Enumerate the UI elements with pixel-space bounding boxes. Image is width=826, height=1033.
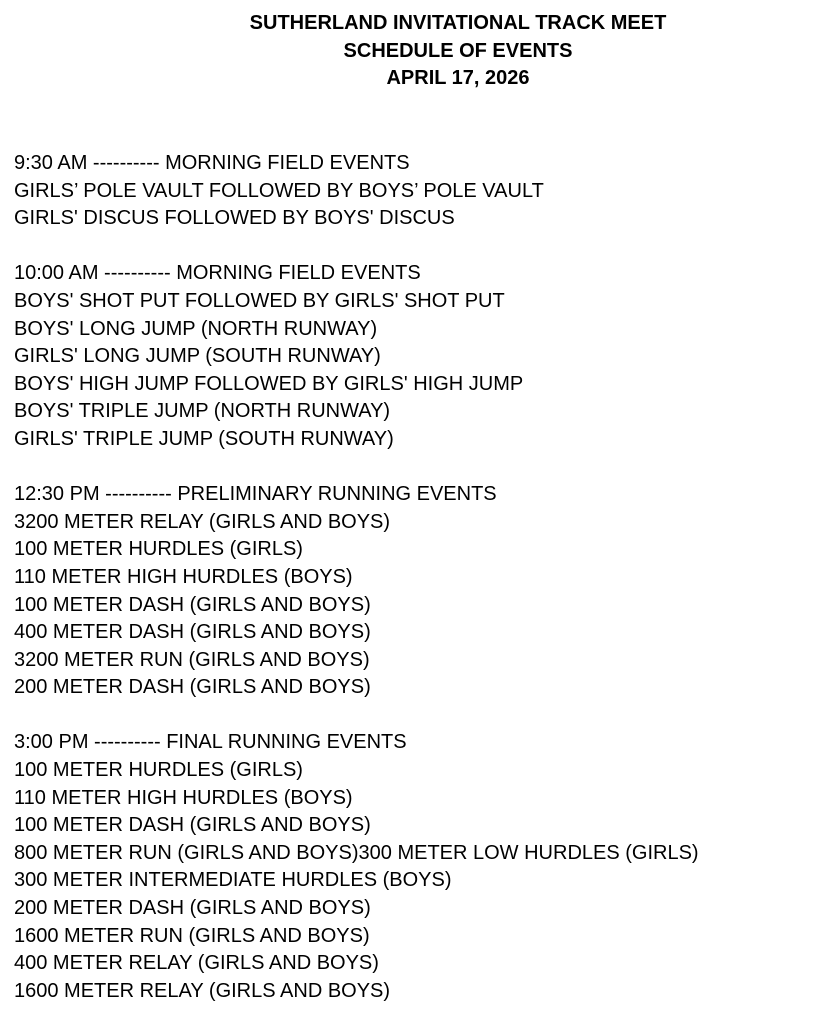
event-item: GIRLS' DISCUS FOLLOWED BY BOYS' DISCUS <box>14 207 455 230</box>
document-header <box>0 10 826 93</box>
event-item: GIRLS’ POLE VAULT FOLLOWED BY BOYS’ POLE VAULT <box>14 179 544 202</box>
event-item: 3200 METER RELAY (GIRLS AND BOYS) <box>14 510 391 533</box>
event-item: BOYS' TRIPLE JUMP (NORTH RUNWAY) <box>14 400 391 423</box>
event-item: 100 METER HURDLES (GIRLS) <box>14 759 303 782</box>
event-item: 3200 METER RUN (GIRLS AND BOYS) <box>14 648 370 671</box>
schedule-section-300pm <box>14 729 814 1005</box>
section-heading: 12:30 PM ---------- PRELIMINARY RUNNING EVENTS <box>14 483 497 506</box>
event-item: 800 METER RUN (GIRLS AND BOYS)300 METER LOW HURDLES (GIRLS) <box>14 841 699 864</box>
event-item: BOYS' SHOT PUT FOLLOWED BY GIRLS' SHOT PUT <box>14 289 505 312</box>
event-item: 110 METER HIGH HURDLES (BOYS) <box>14 565 353 588</box>
schedule-section-1230pm <box>14 481 814 702</box>
event-item: BOYS' HIGH JUMP FOLLOWED BY GIRLS' HIGH JUMP <box>14 372 524 395</box>
event-item: 200 METER DASH (GIRLS AND BOYS) <box>14 897 371 920</box>
event-item: 400 METER DASH (GIRLS AND BOYS) <box>14 621 371 644</box>
section-heading: 9:30 AM ---------- MORNING FIELD EVENTS <box>14 152 410 174</box>
event-item: GIRLS' TRIPLE JUMP (SOUTH RUNWAY) <box>14 427 394 450</box>
document-subtitle: SCHEDULE OF EVENTS <box>343 39 573 62</box>
event-item: 100 METER HURDLES (GIRLS) <box>14 538 303 561</box>
event-item: 1600 METER RUN (GIRLS AND BOYS) <box>14 924 370 947</box>
schedule-section-1000am <box>14 260 814 453</box>
event-item: 1600 METER RELAY (GIRLS AND BOYS) <box>14 979 391 1002</box>
event-item: 400 METER RELAY (GIRLS AND BOYS) <box>14 952 379 975</box>
section-heading: 10:00 AM ---------- MORNING FIELD EVENTS <box>14 262 421 285</box>
event-item: 200 METER DASH (GIRLS AND BOYS) <box>14 676 371 699</box>
event-item: 100 METER DASH (GIRLS AND BOYS) <box>14 814 371 837</box>
event-item: 300 METER INTERMEDIATE HURDLES (BOYS) <box>14 869 452 892</box>
event-item: BOYS' LONG JUMP (NORTH RUNWAY) <box>14 317 378 340</box>
document-date: APRIL 17, 2026 <box>386 67 530 89</box>
document-title: SUTHERLAND INVITATIONAL TRACK MEET <box>249 12 667 34</box>
section-heading: 3:00 PM ---------- FINAL RUNNING EVENTS <box>14 731 407 754</box>
schedule-body <box>14 150 814 1033</box>
schedule-section-930am <box>14 150 814 233</box>
event-item: GIRLS' LONG JUMP (SOUTH RUNWAY) <box>14 345 381 368</box>
event-item: 100 METER DASH (GIRLS AND BOYS) <box>14 593 371 616</box>
event-item: 110 METER HIGH HURDLES (BOYS) <box>14 786 353 809</box>
